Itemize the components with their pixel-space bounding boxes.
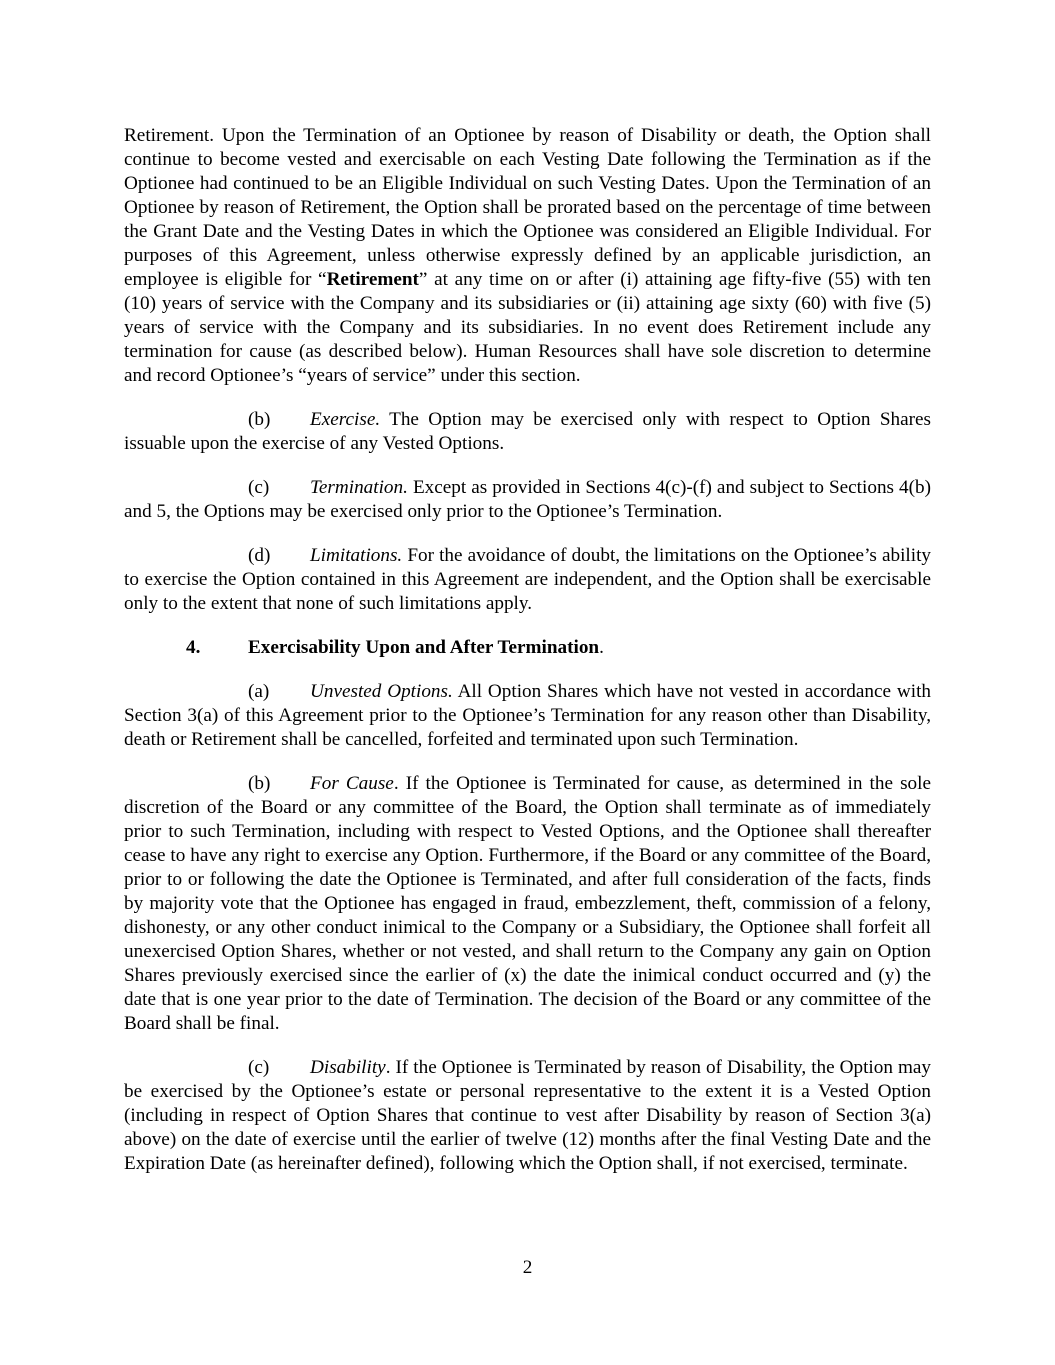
section-title: For Cause (310, 773, 394, 794)
section-title: Termination. (310, 477, 408, 498)
section-label: (b) (248, 409, 271, 430)
section-title: Limitations. (310, 545, 403, 566)
section-4a-unvested-options: (a) Unvested Options. All Option Shares which have not vested in accordance with Section 3(a) of this Agreement prior to the Optionee’s Termination for any reason other than Disability, death or Retirement shall be cancelled, forfeited and terminated upon such Termination. (124, 681, 931, 750)
section-3c-termination: (c) Termination. Except as provided in Sections 4(c)-(f) and subject to Sections 4(b) and 5, the Options may be exercised only prior to the Optionee’s Termination. (124, 477, 931, 522)
section-title: Disability (310, 1057, 386, 1078)
section-4b-for-cause: (b) For Cause. If the Optionee is Terminated for cause, as determined in the sole discretion of the Board or any committee of the Board, the Option shall terminate as of immediately prior to such Termination, including with respect to Vested Options, and the Optionee shall thereafter cease to have any right to exercise any Option. Furthermore, if the Board or any committee of the Board, prior to or following the date the Optionee is Terminated, and after full consideration of the facts, finds by majority vote that the Optionee has engaged in fraud, embezzlement, theft, commission of a felony, dishonesty, or any other conduct inimical to the Company or a Subsidiary, the Optionee shall forfeit all unexercised Option Shares, whether or not vested, and shall return to the Company any gain on Option Shares previously exercised since the earlier of (x) the date the inimical conduct occurred and (y) the date that is one year prior to the date of Termination. The decision of the Board or any committee of the Board shall be final. (124, 773, 931, 1034)
section-number: 4. (186, 637, 201, 658)
section-title: Exercise. (310, 409, 381, 430)
section-3b-exercise: (b) Exercise. The Option may be exercised only with respect to Option Shares issuable upon the exercise of any Vested Options. (124, 409, 931, 454)
section-4c-disability: (c) Disability. If the Optionee is Terminated by reason of Disability, the Option may be exercised by the Optionee’s estate or personal representative to the extent it is a Vested Option (including in respect of Option Shares that continue to vest after Disability by reason of Section 3(a) above) on the date of exercise until the earlier of twelve (12) months after the final Vesting Date and the Expiration Date (as hereinafter defined), following which the Option shall, if not exercised, terminate. (124, 1057, 931, 1174)
section-label: (c) (248, 477, 270, 498)
section-3d-limitations: (d) Limitations. For the avoidance of doubt, the limitations on the Optionee’s ability to exercise the Option contained in this Agreement are independent, and the Option shall be exercisable only to the extent that none of such limitations apply. (124, 545, 931, 614)
section-label: (d) (248, 545, 271, 566)
document-page (124, 124, 931, 1176)
section-4-heading: 4. Exercisability Upon and After Termination. (186, 637, 604, 658)
intro-paragraph: Retirement. Upon the Termination of an Optionee by reason of Disability or death, the Option shall continue to become vested and exercisable on each Vesting Date following the Termination as if the Optionee had continued to be an Eligible Individual on such Vesting Dates. Upon the Termination of an Optionee by reason of Retirement, the Option shall be prorated based on the percentage of time between the Grant Date and the Vesting Dates in which the Optionee was considered an Eligible Individual. For purposes of this Agreement, unless otherwise expressly defined by an applicable jurisdiction, an employee is eligible for “Retirement” at any time on or after (i) attaining age fifty-five (55) with ten (10) years of service with the Company and its subsidiaries or (ii) attaining age sixty (60) with five (5) years of service with the Company and its subsidiaries. In no event does Retirement include any termination for cause (as described below). Human Resources shall have sole discretion to determine and record Optionee’s “years of service” under this section. (124, 125, 931, 386)
section-label: (a) (248, 681, 270, 702)
section-label: (c) (248, 1057, 270, 1078)
section-heading-title: Exercisability Upon and After Termination (248, 637, 600, 658)
section-title: Unvested Options. (310, 681, 453, 702)
retirement-defined-term: Retirement (326, 269, 419, 290)
section-label: (b) (248, 773, 271, 794)
page-number: 2 (522, 1257, 533, 1278)
